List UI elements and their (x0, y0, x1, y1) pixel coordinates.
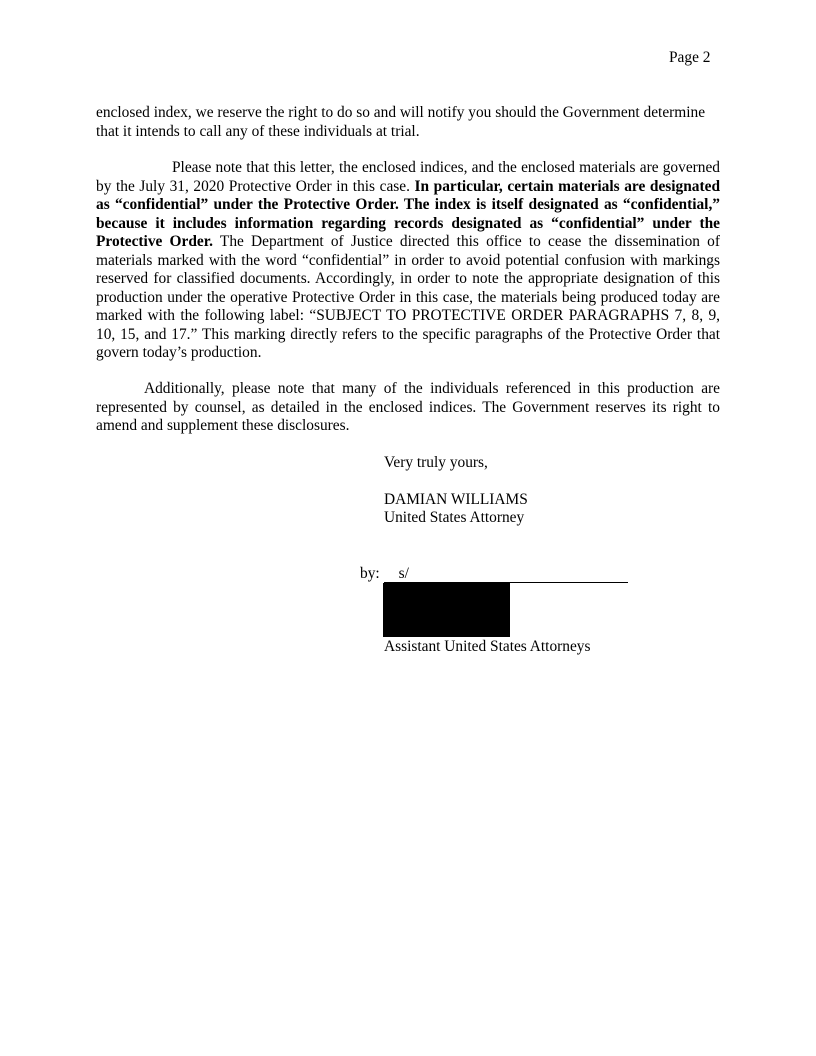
paragraph-bold-text: In particular, certain materials are designated as “confidential” under the Protective Order. The index is itself designated as “confidential,” because it includes information regarding records designated as “confidential” under the Protective Order. (96, 177, 721, 250)
by-label: by: (360, 565, 380, 582)
paragraph-text: Please note that this letter, the enclosed indices, and the enclosed materials are governed by the July 31, 2020 Protective Order in this case. (96, 159, 720, 195)
signature-by-line (360, 565, 628, 584)
redaction-box (383, 583, 510, 637)
signer-title: United States Attorney (384, 509, 525, 526)
closing-salutation: Very truly yours, (384, 454, 488, 471)
paragraph-protective-order (96, 159, 720, 363)
paragraph-text-continued: The Department of Justice directed this office to cease the dissemination of materials marked with the word “confidential” in order to avoid potential confusion with markings reserved for classified documents. Accordingly, in order to note the appropriate designation of this production under the operative Protective Order in this case, the materials being produced today are marked with the following label: “SUBJECT TO PROTECTIVE ORDER PARAGRAPHS 7, 8, 9, 10, 15, and 17.” This marking directly refers to the specific paragraphs of the Protective Order that govern today’s production. (96, 233, 720, 361)
signer-name: DAMIAN WILLIAMS (384, 491, 528, 508)
paragraph-continued: enclosed index, we reserve the right to do so and will notify you should the Government determine that it intends to call any of these individuals at trial. (96, 104, 706, 140)
signer-role: Assistant United States Attorneys (384, 638, 591, 655)
signature-mark: s/ (398, 565, 409, 582)
signature-underline (384, 566, 628, 583)
page-number: Page 2 (669, 49, 711, 66)
paragraph-counsel (96, 380, 720, 436)
paragraph-text: Additionally, please note that many of the individuals referenced in this production are represented by counsel, as detailed in the enclosed indices. The Government reserves its right to amend and supplement these disclosures. (96, 380, 720, 434)
